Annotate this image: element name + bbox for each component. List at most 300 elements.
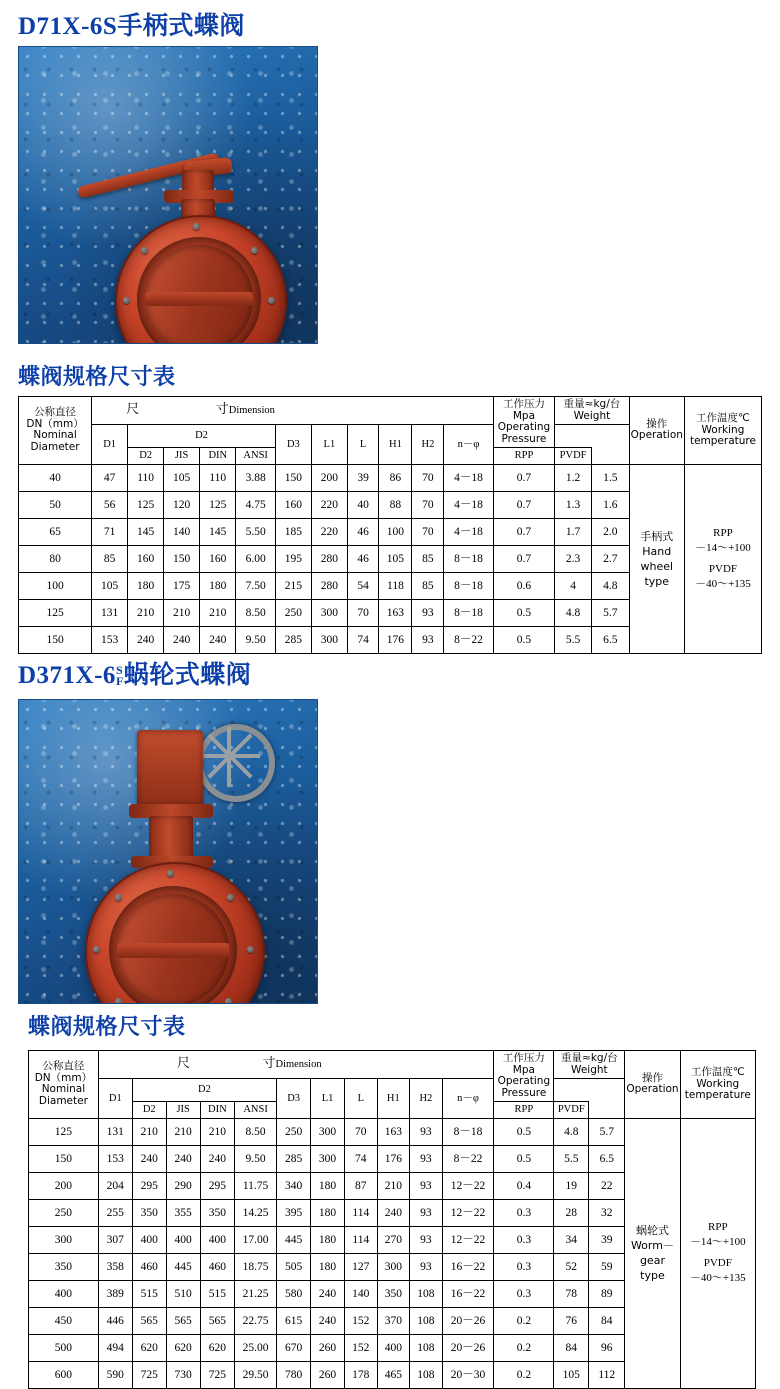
th-dimension-cn2: 寸 [215,402,229,418]
th-nominal-l3: Nominal [33,429,77,442]
cell-pressure: 0.5 [494,1145,554,1172]
cell-l1: 220 [311,518,347,545]
cell-rpp: 84 [554,1334,589,1361]
cell-jis: 150 [164,545,200,572]
temp-l3: PVDF [703,1257,732,1269]
cell-rpp: 105 [554,1361,589,1388]
th-l1: L1 [311,425,347,465]
cell-din: 350 [200,1199,234,1226]
th-operation-l2: Operation [626,1083,679,1096]
cell-dn: 80 [19,545,92,572]
cell-d2: 125 [128,491,164,518]
cell-h1: 163 [377,1118,410,1145]
cell-rpp: 19 [554,1172,589,1199]
cell-h1: 370 [377,1307,410,1334]
cell-pressure: 0.7 [493,518,555,545]
th-nominal-l2: DN（mm） [26,417,84,430]
cell-pvdf: 22 [589,1172,625,1199]
cell-nphi: 16－22 [442,1280,494,1307]
cell-pvdf: 1.6 [591,491,629,518]
cell-d1: 590 [98,1361,132,1388]
title-model-d71x: D71X-6S [18,13,118,40]
cell-l1: 300 [311,1118,345,1145]
temp-l2: －14～+100 [689,1236,746,1248]
cell-l1: 220 [311,491,347,518]
cell-rpp: 76 [554,1307,589,1334]
cell-dn: 400 [29,1280,99,1307]
cell-l: 74 [347,626,379,653]
cell-d1: 131 [92,599,128,626]
cell-d3: 195 [275,545,311,572]
body-bolt [123,297,130,304]
cell-d2: 240 [128,626,164,653]
cell-l: 39 [347,464,379,491]
cell-d3: 505 [277,1253,311,1280]
cell-ansi: 11.75 [235,1172,277,1199]
body-bolt [141,247,148,254]
cell-din: 565 [200,1307,234,1334]
cell-d3: 160 [275,491,311,518]
cell-d1: 358 [98,1253,132,1280]
cell-dn: 450 [29,1307,99,1334]
th-temp-l2: Working [701,423,745,436]
cell-pvdf: 6.5 [589,1145,625,1172]
cell-pvdf: 5.7 [589,1118,625,1145]
cell-l: 178 [345,1361,378,1388]
cell-ansi: 4.75 [236,491,275,518]
cell-pvdf: 96 [589,1334,625,1361]
temp-l1: RPP [708,1221,728,1233]
cell-l1: 180 [311,1172,345,1199]
cell-l: 70 [345,1118,378,1145]
cell-nphi: 20－26 [442,1307,494,1334]
th-d2: D2 [132,1102,166,1119]
cell-temperature [680,1118,755,1388]
cell-h2: 70 [412,464,444,491]
cell-ansi: 3.88 [236,464,275,491]
cell-d3: 185 [275,518,311,545]
cell-ansi: 8.50 [235,1118,277,1145]
cell-din: 145 [200,518,236,545]
cell-din: 725 [200,1361,234,1388]
cell-h1: 350 [377,1280,410,1307]
cell-d3: 250 [275,599,311,626]
th-pressure-l1: 工作压力 [502,1052,545,1064]
cell-pvdf: 84 [589,1307,625,1334]
th-h1: H1 [379,425,412,465]
th-weight-l1: 重量≈kg/台 [561,1052,618,1064]
th-nominal-l4: Diameter [30,440,80,453]
title-cn-d371x: 蜗轮式蝶阀 [123,660,252,689]
temp-l3: PVDF [708,562,738,575]
th-ansi: ANSI [235,1102,277,1119]
th-l: L [347,425,379,465]
th-n-phi: n－φ [442,1079,494,1119]
th-temp-l1: 工作温度℃ [690,1066,745,1078]
cell-nphi: 12－22 [442,1226,494,1253]
cell-din: 620 [200,1334,234,1361]
cell-pvdf: 2.0 [591,518,629,545]
th-dimension-cn1: 尺 [126,402,140,418]
cell-pressure: 0.7 [493,545,555,572]
cell-l1: 300 [311,626,347,653]
th-nominal-l1: 公称直径 [34,406,77,419]
cell-h1: 163 [379,599,412,626]
cell-l1: 180 [311,1253,345,1280]
spec-table-1-container [18,396,762,654]
cell-jis: 240 [164,626,200,653]
cell-jis: 620 [166,1334,200,1361]
th-operation-l2: Operation [630,429,683,442]
cell-h1: 176 [379,626,412,653]
cell-jis: 290 [166,1172,200,1199]
cell-d1: 131 [98,1118,132,1145]
cell-ansi: 14.25 [235,1199,277,1226]
body-bolt [251,247,258,254]
temp-l1: RPP [713,526,733,539]
th-d1: D1 [92,425,128,465]
cell-ansi: 17.00 [235,1226,277,1253]
cell-dn: 40 [19,464,92,491]
cell-h2: 85 [412,572,444,599]
th-rpp: RPP [494,1102,554,1119]
cell-dn: 65 [19,518,92,545]
th-operating-pressure [494,1051,554,1102]
cell-ansi: 25.00 [235,1334,277,1361]
operation-l1: 蜗轮式 [635,1224,669,1237]
cell-h2: 93 [410,1253,443,1280]
cell-ansi: 6.00 [236,545,275,572]
th-temp-l3: temperature [684,1089,751,1101]
cell-nphi: 8－22 [444,626,493,653]
cell-d2: 145 [128,518,164,545]
cell-ansi: 29.50 [235,1361,277,1388]
cell-l1: 180 [311,1199,345,1226]
cell-rpp: 28 [554,1199,589,1226]
cell-l1: 260 [311,1361,345,1388]
cell-nphi: 8－18 [444,572,493,599]
cell-pressure: 0.5 [493,626,555,653]
cell-h1: 465 [377,1361,410,1388]
th-weight-l2: Weight [573,409,611,422]
cell-din: 240 [200,1145,234,1172]
cell-l: 152 [345,1334,378,1361]
th-nominal-l1: 公称直径 [42,1060,85,1073]
spec-table-2 [28,1050,756,1389]
cell-pvdf: 39 [589,1226,625,1253]
cell-l: 140 [345,1280,378,1307]
cell-pvdf: 59 [589,1253,625,1280]
cell-rpp: 1.3 [555,491,592,518]
cell-d1: 71 [92,518,128,545]
cell-d2: 460 [132,1253,166,1280]
title-sup-s: S [115,663,124,678]
cell-din: 210 [200,599,236,626]
body-bolt [115,894,122,901]
th-weight-l2: Weight [571,1063,608,1076]
th-pressure-l1: 工作压力 [502,398,545,410]
th-working-temperature [680,1051,755,1119]
th-operation-l1: 操作 [646,417,668,430]
cell-d3: 615 [277,1307,311,1334]
cell-pvdf: 2.7 [591,545,629,572]
cell-d2: 400 [132,1226,166,1253]
body-bolt [193,223,200,230]
worm-gearbox [137,730,203,806]
body-bolt [227,894,234,901]
cell-d2: 725 [132,1361,166,1388]
cell-d1: 255 [98,1199,132,1226]
cell-din: 515 [200,1280,234,1307]
th-temp-l3: temperature [689,435,756,447]
cell-d3: 780 [277,1361,311,1388]
cell-operation [625,1118,680,1388]
th-temp-l1: 工作温度℃ [696,412,750,424]
worm-gear-valve-photo [18,699,318,1004]
cell-pressure: 0.3 [494,1199,554,1226]
cell-nphi: 8－22 [442,1145,494,1172]
cell-jis: 355 [166,1199,200,1226]
cell-h2: 70 [412,491,444,518]
cell-h2: 85 [412,545,444,572]
cell-h2: 93 [412,626,444,653]
cell-dn: 125 [29,1118,99,1145]
th-nominal-diameter [29,1051,99,1119]
th-d2-group: D2 [128,425,276,448]
cell-jis: 730 [166,1361,200,1388]
cell-d2: 350 [132,1199,166,1226]
cell-l: 74 [345,1145,378,1172]
title-sub-f: F [115,674,124,689]
cell-l1: 240 [311,1307,345,1334]
th-n-phi: n－φ [444,425,493,465]
cell-jis: 120 [164,491,200,518]
cell-l: 70 [347,599,379,626]
cell-dn: 125 [19,599,92,626]
cell-nphi: 20－30 [442,1361,494,1388]
spec-table-1 [18,396,762,654]
cell-l: 54 [347,572,379,599]
th-pressure-l4: Pressure [501,432,547,445]
cell-nphi: 4－18 [444,518,493,545]
cell-din: 295 [200,1172,234,1199]
cell-h1: 176 [377,1145,410,1172]
th-d1: D1 [98,1079,132,1119]
operation-l2: Worm－ [630,1239,674,1252]
cell-din: 160 [200,545,236,572]
cell-h1: 210 [377,1172,410,1199]
cell-rpp: 5.5 [555,626,592,653]
body-bolt [225,998,232,1004]
cell-h1: 240 [377,1199,410,1226]
cell-pressure: 0.3 [494,1253,554,1280]
cell-d1: 389 [98,1280,132,1307]
cell-din: 180 [200,572,236,599]
body-bolt [167,870,174,877]
cell-d2: 565 [132,1307,166,1334]
cell-h1: 86 [379,464,412,491]
cell-d1: 494 [98,1334,132,1361]
cell-l1: 240 [311,1280,345,1307]
cell-h2: 93 [410,1226,443,1253]
cell-l1: 280 [311,545,347,572]
cell-l1: 260 [311,1334,345,1361]
cell-pressure: 0.3 [494,1280,554,1307]
cell-l1: 300 [311,599,347,626]
temp-l4: －40～+135 [695,577,751,590]
body-bolt [247,946,254,953]
cell-dn: 500 [29,1334,99,1361]
cell-h1: 100 [379,518,412,545]
cell-nphi: 4－18 [444,491,493,518]
th-dimension-group [98,1051,494,1079]
cell-nphi: 16－22 [442,1253,494,1280]
th-jis: JIS [166,1102,200,1119]
cell-h2: 93 [412,599,444,626]
th-pressure-l2: Mpa [512,409,536,422]
cell-operation [629,464,684,653]
th-d2-group: D2 [132,1079,276,1102]
cell-ansi: 9.50 [236,626,275,653]
cell-h2: 108 [410,1307,443,1334]
cell-pvdf: 89 [589,1280,625,1307]
cell-din: 210 [200,1118,234,1145]
cell-pvdf: 32 [589,1199,625,1226]
cell-nphi: 8－18 [444,545,493,572]
cell-d1: 56 [92,491,128,518]
cell-rpp: 4.8 [555,599,592,626]
cell-pressure: 0.3 [494,1226,554,1253]
cell-jis: 175 [164,572,200,599]
cell-h1: 300 [377,1253,410,1280]
th-h2: H2 [412,425,444,465]
cell-pressure: 0.5 [494,1118,554,1145]
cell-l: 127 [345,1253,378,1280]
section-title-d371x [18,661,251,690]
th-operation [629,397,684,465]
section-title-d71x [18,12,245,41]
cell-l1: 300 [311,1145,345,1172]
spec-table-2-container [28,1050,756,1389]
cell-pressure: 0.4 [494,1172,554,1199]
th-pressure-l3: Operating [497,1075,551,1087]
cell-ansi: 21.25 [235,1280,277,1307]
cell-jis: 445 [166,1253,200,1280]
cell-d1: 47 [92,464,128,491]
th-operation [625,1051,680,1119]
cell-d3: 285 [275,626,311,653]
cell-jis: 210 [164,599,200,626]
cell-jis: 210 [166,1118,200,1145]
cell-h2: 108 [410,1280,443,1307]
cell-d2: 240 [132,1145,166,1172]
th-dimension-en: Dimension [228,405,275,417]
cell-rpp: 1.2 [555,464,592,491]
cell-h1: 88 [379,491,412,518]
operation-l3: wheel [640,559,674,573]
operation-l1: 手柄式 [640,529,674,543]
cell-h1: 270 [377,1226,410,1253]
cell-d1: 153 [92,626,128,653]
cell-rpp: 52 [554,1253,589,1280]
cell-rpp: 2.3 [555,545,592,572]
cell-ansi: 18.75 [235,1253,277,1280]
cell-din: 460 [200,1253,234,1280]
cell-d3: 250 [277,1118,311,1145]
th-weight-l1: 重量≈kg/台 [563,398,621,410]
th-ansi: ANSI [236,448,275,465]
th-pvdf: PVDF [555,448,592,465]
th-nominal-diameter [19,397,92,465]
cell-jis: 105 [164,464,200,491]
title-supsub [116,665,124,687]
th-operation-l1: 操作 [641,1071,663,1084]
cell-nphi: 8－18 [442,1118,494,1145]
cell-l1: 180 [311,1226,345,1253]
temp-l4: －40～+135 [689,1272,746,1284]
cell-pvdf: 112 [589,1361,625,1388]
cell-pressure: 0.2 [494,1361,554,1388]
cell-dn: 200 [29,1172,99,1199]
valve-neck [149,816,193,860]
cell-l: 40 [347,491,379,518]
cell-dn: 150 [19,626,92,653]
cell-h2: 70 [412,518,444,545]
cell-rpp: 34 [554,1226,589,1253]
cell-rpp: 5.5 [554,1145,589,1172]
cell-d3: 580 [277,1280,311,1307]
cell-h1: 105 [379,545,412,572]
cell-d2: 295 [132,1172,166,1199]
operation-l3: gear [639,1254,665,1267]
cell-rpp: 78 [554,1280,589,1307]
cell-d2: 180 [128,572,164,599]
th-pvdf: PVDF [554,1102,589,1119]
cell-dn: 100 [19,572,92,599]
cell-dn: 150 [29,1145,99,1172]
table1-title: 蝶阀规格尺寸表 [18,365,176,390]
cell-din: 240 [200,626,236,653]
cell-l: 114 [345,1199,378,1226]
table-row [29,1118,756,1145]
cell-din: 110 [200,464,236,491]
cell-d3: 150 [275,464,311,491]
cell-jis: 240 [166,1145,200,1172]
cell-d2: 515 [132,1280,166,1307]
cell-h2: 108 [410,1334,443,1361]
cell-nphi: 8－18 [444,599,493,626]
cell-dn: 600 [29,1361,99,1388]
cell-d3: 670 [277,1334,311,1361]
table2-title: 蝶阀规格尺寸表 [28,1015,186,1040]
cell-h2: 108 [410,1361,443,1388]
title-cn-d71x: 手柄式蝶阀 [117,11,245,40]
cell-d3: 215 [275,572,311,599]
disc-center-bar [145,292,253,306]
th-rpp: RPP [493,448,555,465]
table-row [19,464,762,491]
th-nominal-l4: Diameter [38,1094,88,1107]
cell-d3: 445 [277,1226,311,1253]
th-d2: D2 [128,448,164,465]
cell-d2: 620 [132,1334,166,1361]
th-d3: D3 [277,1079,311,1119]
th-h1: H1 [377,1079,410,1119]
cell-d3: 340 [277,1172,311,1199]
cell-ansi: 8.50 [236,599,275,626]
cell-d1: 204 [98,1172,132,1199]
cell-l: 152 [345,1307,378,1334]
